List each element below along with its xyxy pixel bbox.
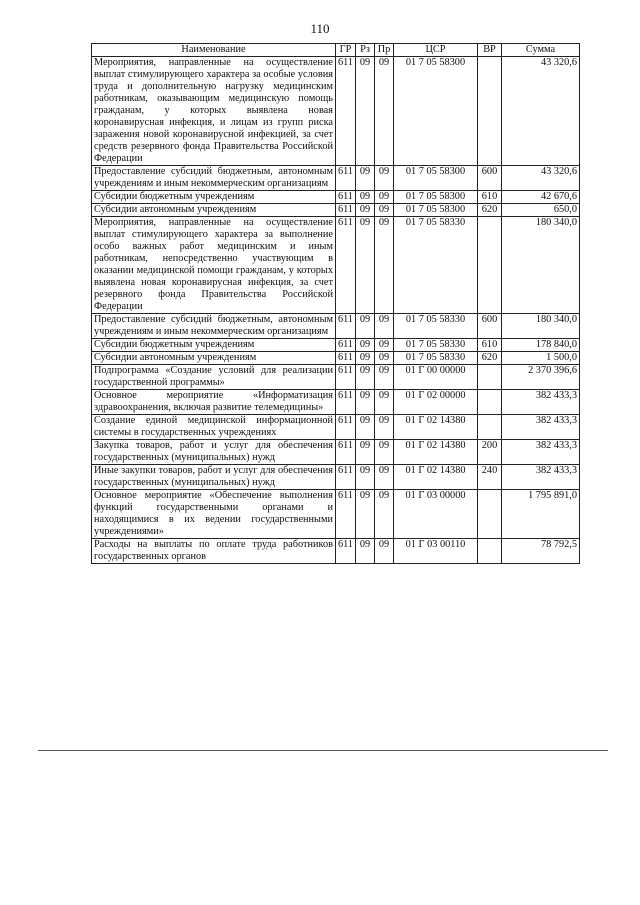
page-number: 110 — [310, 21, 330, 36]
cell-csr: 01 7 05 58300 — [394, 191, 478, 204]
cell-sum: 180 340,0 — [502, 314, 580, 339]
cell-vr: 240 — [478, 465, 502, 490]
cell-name: Мероприятия, направленные на осуществление выплат стимулирующего характера за особые условия труда и дополнительную нагрузку медицинским работникам, оказывающим медицинскую помощь гражданам, у которых выявлена новая коронавирусная инфекция, и лицам из групп риска заражения новой коронавирусной инфекцией, за счет средств резервного фонда Правительства Российской Федерации — [92, 57, 336, 166]
cell-rz: 09 — [356, 339, 375, 352]
cell-gr: 611 — [336, 365, 356, 390]
cell-name: Иные закупки товаров, работ и услуг для обеспечения государственных (муниципальных) нужд — [92, 465, 336, 490]
cell-name: Субсидии автономным учреждениям — [92, 352, 336, 365]
cell-vr: 610 — [478, 339, 502, 352]
cell-csr: 01 7 05 58300 — [394, 166, 478, 191]
header-pr: Пр — [375, 44, 394, 57]
cell-name: Закупка товаров, работ и услуг для обеспечения государственных (муниципальных) нужд — [92, 440, 336, 465]
cell-name: Основное мероприятие «Обеспечение выполнения функций государственными органами и находящимися в их ведении государственными учреждениями» — [92, 490, 336, 539]
header-gr: ГР — [336, 44, 356, 57]
cell-vr: 620 — [478, 204, 502, 217]
cell-gr: 611 — [336, 314, 356, 339]
cell-vr: 610 — [478, 191, 502, 204]
cell-gr: 611 — [336, 204, 356, 217]
cell-rz: 09 — [356, 539, 375, 564]
table-row — [92, 339, 580, 352]
cell-csr: 01 7 05 58300 — [394, 204, 478, 217]
cell-csr: 01 7 05 58300 — [394, 57, 478, 166]
table-row — [92, 191, 580, 204]
budget-table — [91, 43, 580, 564]
cell-vr — [478, 539, 502, 564]
cell-csr: 01 Г 02 14380 — [394, 440, 478, 465]
header-name: Наименование — [92, 44, 336, 57]
cell-pr: 09 — [375, 204, 394, 217]
table-body — [92, 57, 580, 564]
cell-pr: 09 — [375, 352, 394, 365]
cell-sum: 382 433,3 — [502, 390, 580, 415]
cell-sum: 78 792,5 — [502, 539, 580, 564]
cell-vr — [478, 217, 502, 314]
cell-pr: 09 — [375, 539, 394, 564]
table-row — [92, 204, 580, 217]
cell-rz: 09 — [356, 166, 375, 191]
cell-rz: 09 — [356, 204, 375, 217]
cell-gr: 611 — [336, 217, 356, 314]
header-sum: Сумма — [502, 44, 580, 57]
cell-pr: 09 — [375, 57, 394, 166]
cell-gr: 611 — [336, 191, 356, 204]
cell-sum: 382 433,3 — [502, 440, 580, 465]
cell-sum: 42 670,6 — [502, 191, 580, 204]
cell-vr: 600 — [478, 166, 502, 191]
table-header-row — [92, 44, 580, 57]
table-row — [92, 440, 580, 465]
cell-csr: 01 Г 02 14380 — [394, 465, 478, 490]
cell-name: Субсидии бюджетным учреждениям — [92, 191, 336, 204]
cell-sum: 382 433,3 — [502, 465, 580, 490]
cell-gr: 611 — [336, 440, 356, 465]
cell-sum: 43 320,6 — [502, 57, 580, 166]
cell-gr: 611 — [336, 415, 356, 440]
cell-csr: 01 7 05 58330 — [394, 339, 478, 352]
cell-csr: 01 Г 02 00000 — [394, 390, 478, 415]
cell-sum: 650,0 — [502, 204, 580, 217]
table-row — [92, 465, 580, 490]
cell-gr: 611 — [336, 539, 356, 564]
cell-name: Создание единой медицинской информационной системы в государственных учреждениях — [92, 415, 336, 440]
cell-rz: 09 — [356, 365, 375, 390]
table-row — [92, 490, 580, 539]
cell-pr: 09 — [375, 217, 394, 314]
cell-gr: 611 — [336, 465, 356, 490]
cell-vr: 620 — [478, 352, 502, 365]
cell-vr: 600 — [478, 314, 502, 339]
cell-csr: 01 7 05 58330 — [394, 217, 478, 314]
cell-pr: 09 — [375, 440, 394, 465]
cell-vr — [478, 490, 502, 539]
cell-vr — [478, 365, 502, 390]
cell-name: Предоставление субсидий бюджетным, автономным учреждениям и иным некоммерческим организациям — [92, 314, 336, 339]
cell-csr: 01 Г 03 00110 — [394, 539, 478, 564]
cell-sum: 382 433,3 — [502, 415, 580, 440]
cell-rz: 09 — [356, 314, 375, 339]
cell-pr: 09 — [375, 465, 394, 490]
cell-gr: 611 — [336, 339, 356, 352]
table-row — [92, 539, 580, 564]
cell-gr: 611 — [336, 57, 356, 166]
cell-gr: 611 — [336, 490, 356, 539]
cell-pr: 09 — [375, 314, 394, 339]
cell-gr: 611 — [336, 352, 356, 365]
cell-vr — [478, 415, 502, 440]
table-row — [92, 57, 580, 166]
header-vr: ВР — [478, 44, 502, 57]
cell-csr: 01 7 05 58330 — [394, 352, 478, 365]
cell-sum: 180 340,0 — [502, 217, 580, 314]
cell-vr: 200 — [478, 440, 502, 465]
cell-gr: 611 — [336, 390, 356, 415]
cell-pr: 09 — [375, 339, 394, 352]
cell-rz: 09 — [356, 465, 375, 490]
cell-csr: 01 Г 02 14380 — [394, 415, 478, 440]
cell-vr — [478, 57, 502, 166]
cell-pr: 09 — [375, 166, 394, 191]
header-csr: ЦСР — [394, 44, 478, 57]
cell-pr: 09 — [375, 390, 394, 415]
cell-sum: 43 320,6 — [502, 166, 580, 191]
cell-rz: 09 — [356, 191, 375, 204]
cell-pr: 09 — [375, 365, 394, 390]
cell-pr: 09 — [375, 415, 394, 440]
cell-csr: 01 7 05 58330 — [394, 314, 478, 339]
cell-pr: 09 — [375, 191, 394, 204]
table-row — [92, 352, 580, 365]
cell-sum: 1 795 891,0 — [502, 490, 580, 539]
cell-name: Подпрограмма «Создание условий для реализации государственной программы» — [92, 365, 336, 390]
cell-rz: 09 — [356, 490, 375, 539]
cell-name: Предоставление субсидий бюджетным, автономным учреждениям и иным некоммерческим организациям — [92, 166, 336, 191]
cell-name: Расходы на выплаты по оплате труда работников государственных органов — [92, 539, 336, 564]
cell-csr: 01 Г 03 00000 — [394, 490, 478, 539]
table-row — [92, 314, 580, 339]
cell-rz: 09 — [356, 57, 375, 166]
cell-rz: 09 — [356, 217, 375, 314]
table-row — [92, 390, 580, 415]
cell-rz: 09 — [356, 415, 375, 440]
cell-pr: 09 — [375, 490, 394, 539]
cell-name: Субсидии автономным учреждениям — [92, 204, 336, 217]
table-row — [92, 166, 580, 191]
cell-vr — [478, 390, 502, 415]
cell-gr: 611 — [336, 166, 356, 191]
table-row — [92, 217, 580, 314]
cell-sum: 1 500,0 — [502, 352, 580, 365]
cell-csr: 01 Г 00 00000 — [394, 365, 478, 390]
table-row — [92, 365, 580, 390]
cell-name: Субсидии бюджетным учреждениям — [92, 339, 336, 352]
cell-sum: 178 840,0 — [502, 339, 580, 352]
cell-rz: 09 — [356, 390, 375, 415]
cell-sum: 2 370 396,6 — [502, 365, 580, 390]
cell-name: Мероприятия, направленные на осуществление выплат стимулирующего характера за выполнение особо важных работ медицинским и иным работникам, непосредственно участвующим в оказании медицинской помощи гражданам, у которых выявлена новая коронавирусная инфекция, за счет резервного фонда Правительства Российской Федерации — [92, 217, 336, 314]
cell-rz: 09 — [356, 352, 375, 365]
table-row — [92, 415, 580, 440]
header-rz: Рз — [356, 44, 375, 57]
bottom-divider — [38, 750, 608, 751]
cell-name: Основное мероприятие «Информатизация здравоохранения, включая развитие телемедицины» — [92, 390, 336, 415]
cell-rz: 09 — [356, 440, 375, 465]
